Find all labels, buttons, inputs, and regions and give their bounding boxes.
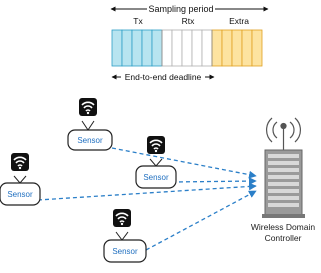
slot-tx-2: [122, 30, 132, 66]
wifi-icon: [147, 136, 165, 154]
sensor-node-1: [68, 98, 112, 150]
deadline-bar: [112, 72, 214, 82]
segment-label-tx: Tx: [133, 16, 143, 26]
wifi-icon: [113, 209, 131, 227]
wifi-icon: [11, 153, 29, 171]
sensor-label: Sensor: [77, 136, 103, 145]
sensor-node-2: [0, 153, 40, 205]
slot-extra-1: [212, 30, 222, 66]
slot-extra-5: [252, 30, 262, 66]
sensor-label: Sensor: [143, 173, 169, 182]
wireless-links: [38, 148, 256, 250]
segment-label-extra: Extra: [229, 16, 249, 26]
controller-label-line2: Controller: [264, 233, 302, 243]
slot-tx-1: [112, 30, 122, 66]
wireless-domain-controller: [251, 118, 316, 243]
link-sensor-1: [112, 148, 256, 176]
slot-rtx-5: [202, 30, 212, 66]
server-icon: [262, 150, 305, 218]
slot-rtx-1: [162, 30, 172, 66]
segment-labels: [133, 16, 249, 26]
link-sensor-3: [172, 181, 256, 182]
sampling-period-bar: [111, 4, 268, 14]
slot-tx-3: [132, 30, 142, 66]
sensor-label: Sensor: [112, 247, 138, 256]
sampling-period-label: Sampling period: [148, 4, 214, 14]
slot-tx-4: [142, 30, 152, 66]
slot-tx-5: [152, 30, 162, 66]
sensor-node-3: [136, 136, 176, 188]
slot-blocks: [112, 30, 262, 66]
wifi-icon: [79, 98, 97, 116]
segment-label-rtx: Rtx: [181, 16, 195, 26]
slot-extra-3: [232, 30, 242, 66]
link-sensor-4: [146, 191, 256, 250]
antenna-icon: [267, 118, 301, 150]
slot-rtx-3: [182, 30, 192, 66]
sensor-node-4: [104, 209, 146, 262]
slot-extra-2: [222, 30, 232, 66]
controller-label-line1: Wireless Domain: [250, 222, 316, 232]
sensor-label: Sensor: [7, 190, 33, 199]
deadline-label: End-to-end deadline: [124, 72, 202, 82]
slot-extra-4: [242, 30, 252, 66]
slot-rtx-4: [192, 30, 202, 66]
slot-rtx-2: [172, 30, 182, 66]
